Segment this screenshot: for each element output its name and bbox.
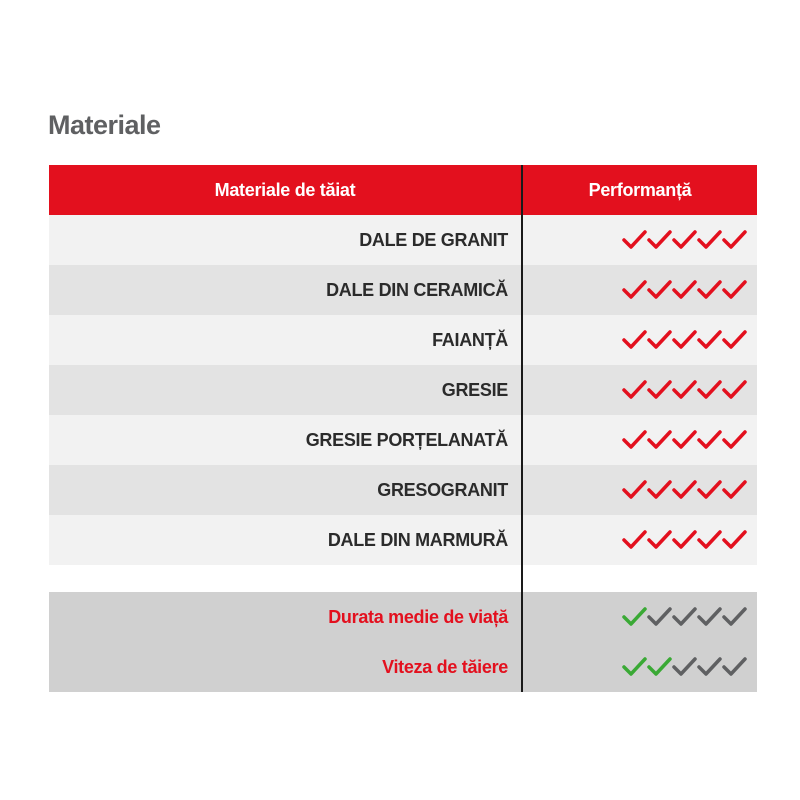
check-filled-icon	[697, 479, 722, 501]
material-row	[49, 365, 757, 415]
page-title: Materiale	[48, 110, 161, 140]
rating-checks	[622, 606, 747, 628]
check-filled-icon	[647, 279, 672, 301]
check-filled-icon	[647, 479, 672, 501]
check-filled-icon	[647, 429, 672, 451]
rating-checks	[622, 479, 747, 501]
material-row	[49, 265, 757, 315]
rating-checks	[622, 379, 747, 401]
check-filled-icon	[672, 529, 697, 551]
material-row	[49, 465, 757, 515]
check-filled-icon	[722, 329, 747, 351]
check-filled-icon	[622, 279, 647, 301]
rating-checks	[622, 429, 747, 451]
check-filled-icon	[697, 379, 722, 401]
check-empty-icon	[672, 656, 697, 678]
check-empty-icon	[697, 606, 722, 628]
check-filled-icon	[722, 279, 747, 301]
check-filled-icon	[672, 279, 697, 301]
material-row	[49, 315, 757, 365]
material-row	[49, 515, 757, 565]
check-filled-icon	[697, 529, 722, 551]
metric-name: Durata medie de viață	[328, 606, 508, 627]
check-filled-icon	[672, 329, 697, 351]
check-filled-icon	[697, 279, 722, 301]
check-filled-icon	[647, 379, 672, 401]
rating-checks	[622, 229, 747, 251]
check-filled-icon	[722, 479, 747, 501]
performance-rating	[523, 592, 757, 642]
performance-rating	[523, 315, 757, 365]
performance-rating	[523, 215, 757, 265]
rating-checks	[622, 329, 747, 351]
check-filled-icon	[672, 479, 697, 501]
check-filled-icon	[647, 329, 672, 351]
performance-rating	[523, 365, 757, 415]
header-performance: Performanță	[588, 179, 692, 200]
performance-rating	[523, 265, 757, 315]
check-filled-icon	[697, 329, 722, 351]
check-filled-icon	[622, 606, 647, 628]
metrics-table	[49, 592, 757, 692]
material-name: DALE DE GRANIT	[359, 229, 508, 250]
materials-table	[49, 165, 757, 592]
check-filled-icon	[722, 429, 747, 451]
material-name: GRESIE PORȚELANATĂ	[305, 429, 508, 450]
check-filled-icon	[697, 229, 722, 251]
material-row	[49, 215, 757, 265]
metric-name: Viteza de tăiere	[382, 656, 508, 677]
table-spacer	[49, 565, 757, 592]
check-filled-icon	[672, 379, 697, 401]
material-name: GRESOGRANIT	[377, 479, 508, 500]
check-empty-icon	[672, 606, 697, 628]
material-name: GRESIE	[441, 379, 508, 400]
check-empty-icon	[722, 606, 747, 628]
rating-checks	[622, 656, 747, 678]
table-header	[49, 165, 757, 215]
check-filled-icon	[722, 229, 747, 251]
performance-rating	[523, 642, 757, 692]
check-filled-icon	[622, 379, 647, 401]
check-filled-icon	[647, 529, 672, 551]
material-name: FAIANȚĂ	[432, 329, 508, 350]
check-filled-icon	[622, 229, 647, 251]
rating-checks	[622, 529, 747, 551]
check-filled-icon	[622, 429, 647, 451]
check-empty-icon	[697, 656, 722, 678]
metric-row	[49, 592, 757, 642]
check-filled-icon	[622, 329, 647, 351]
check-filled-icon	[672, 229, 697, 251]
check-filled-icon	[622, 529, 647, 551]
check-filled-icon	[722, 379, 747, 401]
material-row	[49, 415, 757, 465]
check-filled-icon	[622, 656, 647, 678]
check-filled-icon	[672, 429, 697, 451]
check-filled-icon	[697, 429, 722, 451]
rating-checks	[622, 279, 747, 301]
material-name: DALE DIN CERAMICĂ	[326, 279, 508, 300]
performance-rating	[523, 515, 757, 565]
check-filled-icon	[722, 529, 747, 551]
performance-rating	[523, 415, 757, 465]
metric-row	[49, 642, 757, 692]
check-empty-icon	[722, 656, 747, 678]
check-filled-icon	[647, 656, 672, 678]
check-filled-icon	[647, 229, 672, 251]
check-empty-icon	[647, 606, 672, 628]
header-materials: Materiale de tăiat	[214, 179, 356, 200]
material-name: DALE DIN MARMURĂ	[327, 529, 508, 550]
performance-rating	[523, 465, 757, 515]
check-filled-icon	[622, 479, 647, 501]
